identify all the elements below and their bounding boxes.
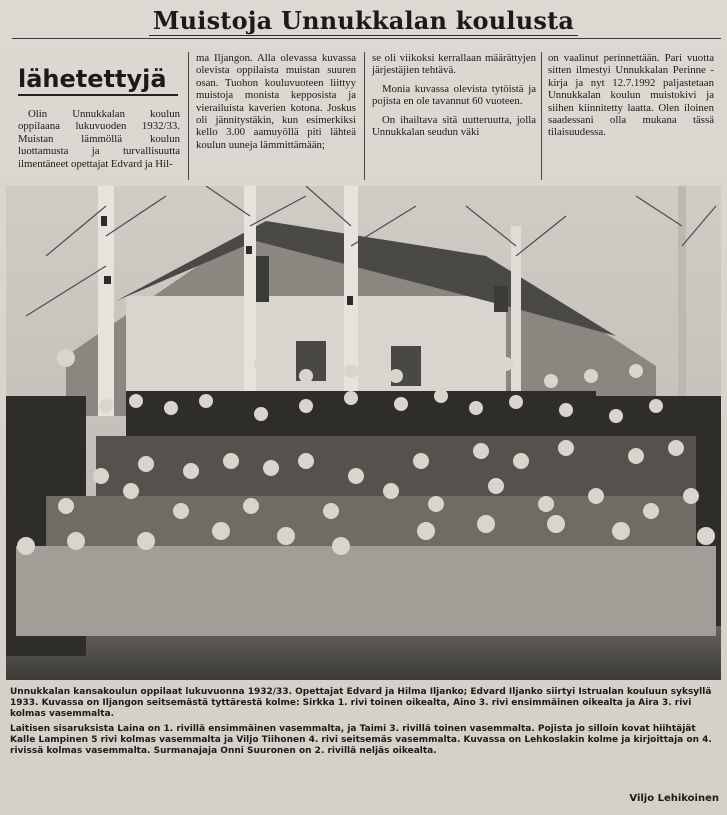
column-divider — [188, 52, 189, 180]
paragraph: Monia kuvassa olevista tytöistä ja pojista en ole tavannut 60 vuoteen. — [372, 82, 536, 108]
photo-illustration — [6, 186, 721, 680]
class-photo — [6, 186, 721, 680]
text-column-3 — [372, 52, 536, 144]
caption-paragraph: Laitisen sisaruksista Laina on 1. rivillä ensimmäinen vasemmalta, ja Taimi 3. rivillä toinen vasemmalta. Pojista jo silloin kovat hiihtäjät Kalle Lampinen 5 rivi kolmas vasemmalta ja Viljo Tiihonen 4. rivi seitsemäs vasemmalta. Kuvassa on Lehkoslakin kolme ja kirjoittaja on 4. rivissä kolmas vasemmalta. Surmanajaja Onni Suuronen on 2. rivillä neljäs oikealta. — [10, 723, 712, 757]
paragraph: On ihailtava sitä uutteruutta, jolla Unnukkalan seudun väki — [372, 113, 536, 139]
paragraph: se oli viikoksi kerrallaan määrättyjen järjestäjien tehtävä. — [372, 52, 536, 77]
header-rule — [12, 38, 721, 39]
paragraph: ma Iljangon. Alla olevassa kuvassa olevista oppilaista muistan suuren osan. Tuohon kouluvuoteen liittyy muistoja monista kepposista ja vierailuista kaverien kotona. Joskus oli jännitystäkin, kun esimerkiksi kello 3.00 aamuyöllä piti lähteä koulun uuneja lämmittämään; — [196, 52, 356, 151]
article-headline — [0, 6, 727, 35]
paragraph: Olin Unnukkalan koulun oppilaana lukuvuoden 1932/33. Muistan lämmöllä koulun luottamusta ja turvallisuutta ilmentäneet opettajat Edvard ja Hil- — [18, 108, 180, 170]
paragraph: on vaalinut perinnettään. Pari vuotta sitten ilmestyi Unnukkalan Perinne -kirja ja nyt 12.7.1992 paljastetaan Unnukkalan koulun muistokivi ja siihen kiinnitetty laatta. Olen iloinen saadessani olla mukana tässä tilaisuudessa. — [548, 52, 714, 139]
text-column-2 — [196, 52, 356, 157]
author-byline: Viljo Lehikoinen — [629, 793, 719, 804]
column-divider — [364, 52, 365, 180]
text-column-1 — [18, 108, 180, 176]
column-divider — [541, 52, 542, 180]
caption-paragraph: Unnukkalan kansakoulun oppilaat lukuvuonna 1932/33. Opettajat Edvard ja Hilma Iljanko; Edvard Iljanko siirtyi Istrualan kouluun syksyllä 1933. Kuvassa on Iljangon seitsemästä tyttärestä kolme: Sirkka 1. rivi toinen oikealta, Aino 3. rivi ensimmäinen oikealta ja Aira 3. rivi kolmas vasemmalta. — [10, 687, 712, 720]
text-column-4 — [548, 52, 714, 145]
article-subheading: lähetettyjä — [18, 64, 178, 96]
headline-text: Muistoja Unnukkalan koulusta — [149, 6, 578, 36]
photo-caption — [10, 687, 718, 760]
